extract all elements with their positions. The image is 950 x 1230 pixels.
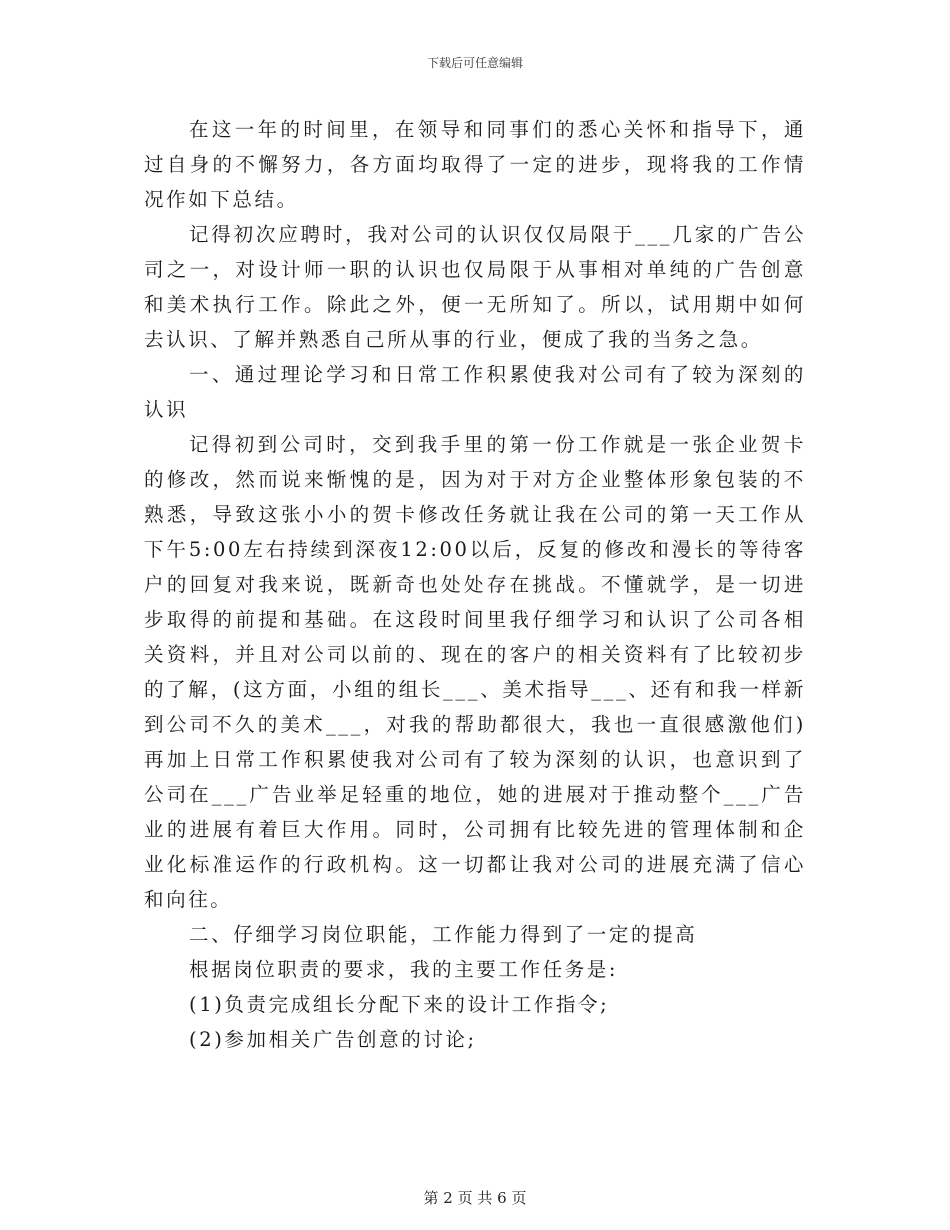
paragraph-duties-intro: 根据岗位职责的要求，我的主要工作任务是: <box>189 958 619 981</box>
page-header: 下载后可任意编辑 <box>426 56 523 70</box>
paragraph-first-impression: 记得初次应聘时，我对公司的认识仅仅局限于___几家的广告公司之一，对设计师一职的认识也仅局限于从事相对单纯的广告创意和美术执行工作。除此之外，便一无所知了。所以，试用期中如何去认识、了解并熟悉自己所从事的行业，便成了我的当务之急。 <box>144 223 806 351</box>
section-heading-2: 二、仔细学习岗位职能，工作能力得到了一定的提高 <box>189 923 698 946</box>
document-body <box>144 112 806 1057</box>
section-heading-1: 一、通过理论学习和日常工作积累使我对公司有了较为深刻的认识 <box>144 363 806 421</box>
paragraph-first-task: 记得初到公司时，交到我手里的第一份工作就是一张企业贺卡的修改，然而说来惭愧的是，因为对于对方企业整体形象包装的不熟悉，导致这张小小的贺卡修改任务就让我在公司的第一天工作从下午5:00左右持续到深夜12:00以后，反复的修改和漫长的等待客户的回复对我来说，既新奇也处处存在挑战。不懂就学，是一切进步取得的前提和基础。在这段时间里我仔细学习和认识了公司各相关资料，并且对公司以前的、现在的客户的相关资料有了比较初步的了解，(这方面，小组的组长___、美术指导___、还有和我一样新到公司不久的美术___，对我的帮助都很大，我也一直很感激他们)再加上日常工作积累使我对公司有了较为深刻的认识，也意识到了公司在___广告业举足轻重的地位，她的进展对于推动整个___广告业的进展有着巨大作用。同时，公司拥有比较先进的管理体制和企业化标准运作的行政机构。这一切都让我对公司的进展充满了信心和向往。 <box>144 433 806 911</box>
list-item-duty-2: (2)参加相关广告创意的讨论; <box>189 1028 477 1051</box>
paragraph-intro: 在这一年的时间里，在领导和同事们的悉心关怀和指导下，通过自身的不懈努力，各方面均取得了一定的进步，现将我的工作情况作如下总结。 <box>144 118 806 211</box>
page-number: 第 2 页 共 6 页 <box>423 1189 527 1207</box>
list-item-duty-1: (1)负责完成组长分配下来的设计工作指令; <box>189 993 610 1016</box>
